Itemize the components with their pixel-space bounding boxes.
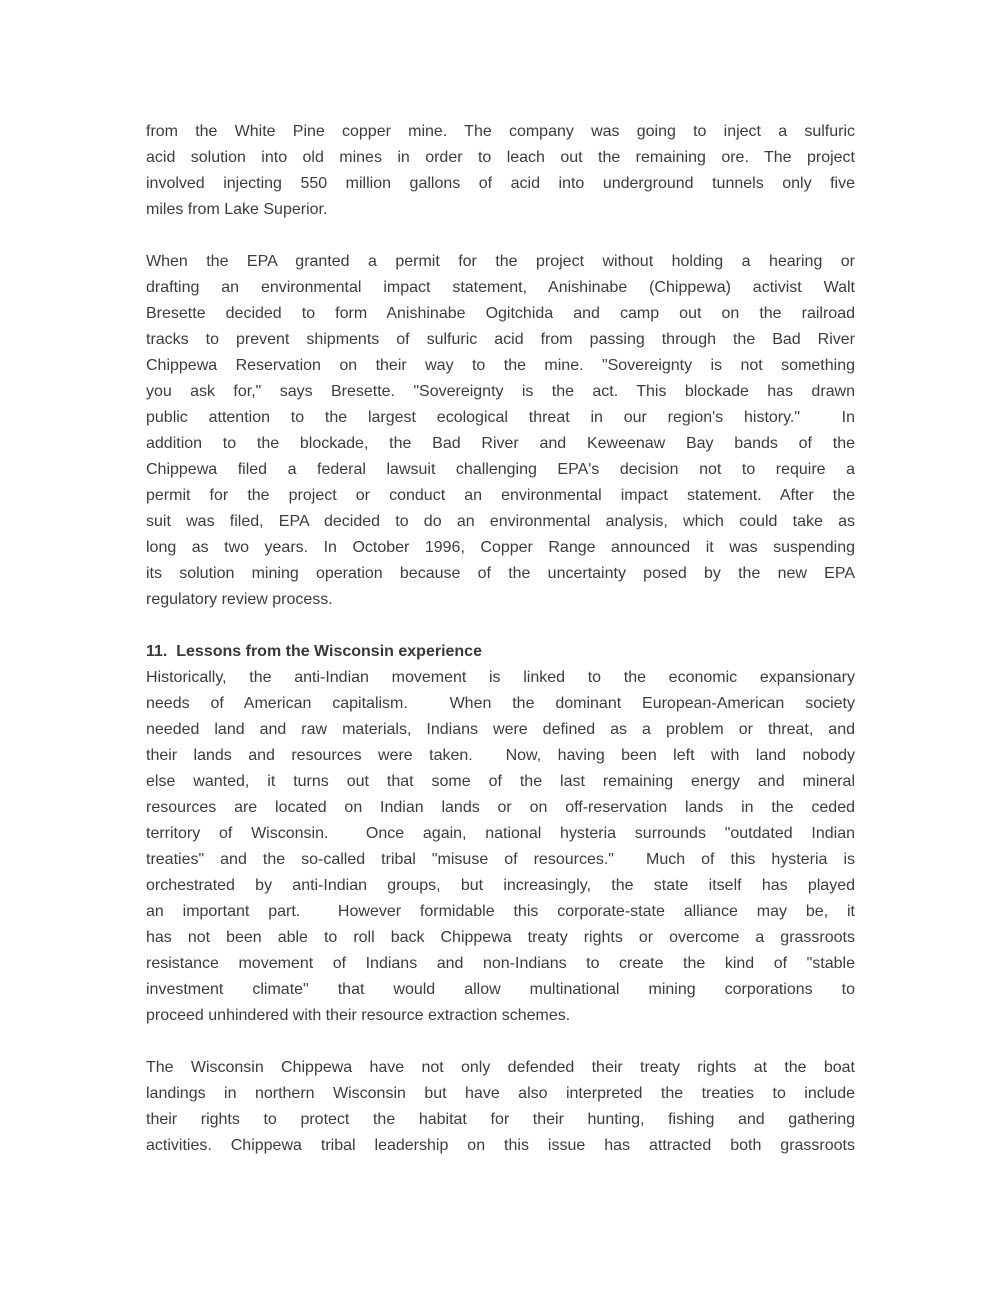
- text-line: needed land and raw materials, Indians were defined as a problem or threat, and: [146, 721, 855, 738]
- text-line: from the White Pine copper mine. The company was going to inject a sulfuric: [146, 123, 855, 140]
- text-line: an important part. However formidable this corporate-state alliance may be, it: [146, 903, 855, 920]
- paragraph-white-pine-mine: [146, 119, 855, 223]
- paragraph-epa-permit-blockade: [146, 249, 855, 613]
- text-line: their lands and resources were taken. Now, having been left with land nobody: [146, 747, 855, 764]
- text-line: Bresette decided to form Anishinabe Ogitchida and camp out on the railroad: [146, 305, 855, 322]
- text-line: Historically, the anti-Indian movement is linked to the economic expansionary: [146, 669, 855, 686]
- text-line: addition to the blockade, the Bad River and Keweenaw Bay bands of the: [146, 435, 855, 452]
- text-line: has not been able to roll back Chippewa treaty rights or overcome a grassroots: [146, 929, 855, 946]
- text-line: its solution mining operation because of the uncertainty posed by the new EPA: [146, 565, 855, 582]
- text-line: regulatory review process.: [146, 591, 333, 608]
- document-text-content: [146, 119, 855, 1159]
- text-line: involved injecting 550 million gallons of acid into underground tunnels only five: [146, 175, 855, 192]
- section-heading-text: 11. Lessons from the Wisconsin experience: [146, 643, 482, 660]
- text-line: investment climate" that would allow multinational mining corporations to: [146, 981, 855, 998]
- text-line: long as two years. In October 1996, Copper Range announced it was suspending: [146, 539, 855, 556]
- text-line: orchestrated by anti-Indian groups, but increasingly, the state itself has played: [146, 877, 855, 894]
- paragraph-lessons-wisconsin: [146, 665, 855, 1029]
- text-line: landings in northern Wisconsin but have also interpreted the treaties to include: [146, 1085, 855, 1102]
- text-line: Chippewa filed a federal lawsuit challenging EPA's decision not to require a: [146, 461, 855, 478]
- text-line: suit was filed, EPA decided to do an environmental analysis, which could take as: [146, 513, 855, 530]
- text-line: acid solution into old mines in order to leach out the remaining ore. The project: [146, 149, 855, 166]
- text-line: territory of Wisconsin. Once again, national hysteria surrounds "outdated Indian: [146, 825, 855, 842]
- text-line: permit for the project or conduct an environmental impact statement. After the: [146, 487, 855, 504]
- text-line: needs of American capitalism. When the dominant European-American society: [146, 695, 855, 712]
- text-line: The Wisconsin Chippewa have not only defended their treaty rights at the boat: [146, 1059, 855, 1076]
- text-line: drafting an environmental impact statement, Anishinabe (Chippewa) activist Walt: [146, 279, 855, 296]
- paragraph-wisconsin-chippewa-treaty-rights: [146, 1055, 855, 1159]
- text-line: their rights to protect the habitat for their hunting, fishing and gathering: [146, 1111, 855, 1128]
- text-line: miles from Lake Superior.: [146, 201, 328, 218]
- text-line: public attention to the largest ecological threat in our region's history." In: [146, 409, 855, 426]
- text-line: Chippewa Reservation on their way to the mine. "Sovereignty is not something: [146, 357, 855, 374]
- text-line: resources are located on Indian lands or on off-reservation lands in the ceded: [146, 799, 855, 816]
- section-heading-11: [146, 639, 855, 665]
- text-line: tracks to prevent shipments of sulfuric acid from passing through the Bad River: [146, 331, 855, 348]
- text-line: resistance movement of Indians and non-Indians to create the kind of "stable: [146, 955, 855, 972]
- text-line: else wanted, it turns out that some of the last remaining energy and mineral: [146, 773, 855, 790]
- text-line: When the EPA granted a permit for the project without holding a hearing or: [146, 253, 855, 270]
- text-line: proceed unhindered with their resource extraction schemes.: [146, 1007, 571, 1024]
- text-line: you ask for," says Bresette. "Sovereignty is the act. This blockade has drawn: [146, 383, 855, 400]
- text-line: activities. Chippewa tribal leadership on this issue has attracted both grassroots: [146, 1137, 855, 1154]
- text-line: treaties" and the so-called tribal "misuse of resources." Much of this hysteria is: [146, 851, 855, 868]
